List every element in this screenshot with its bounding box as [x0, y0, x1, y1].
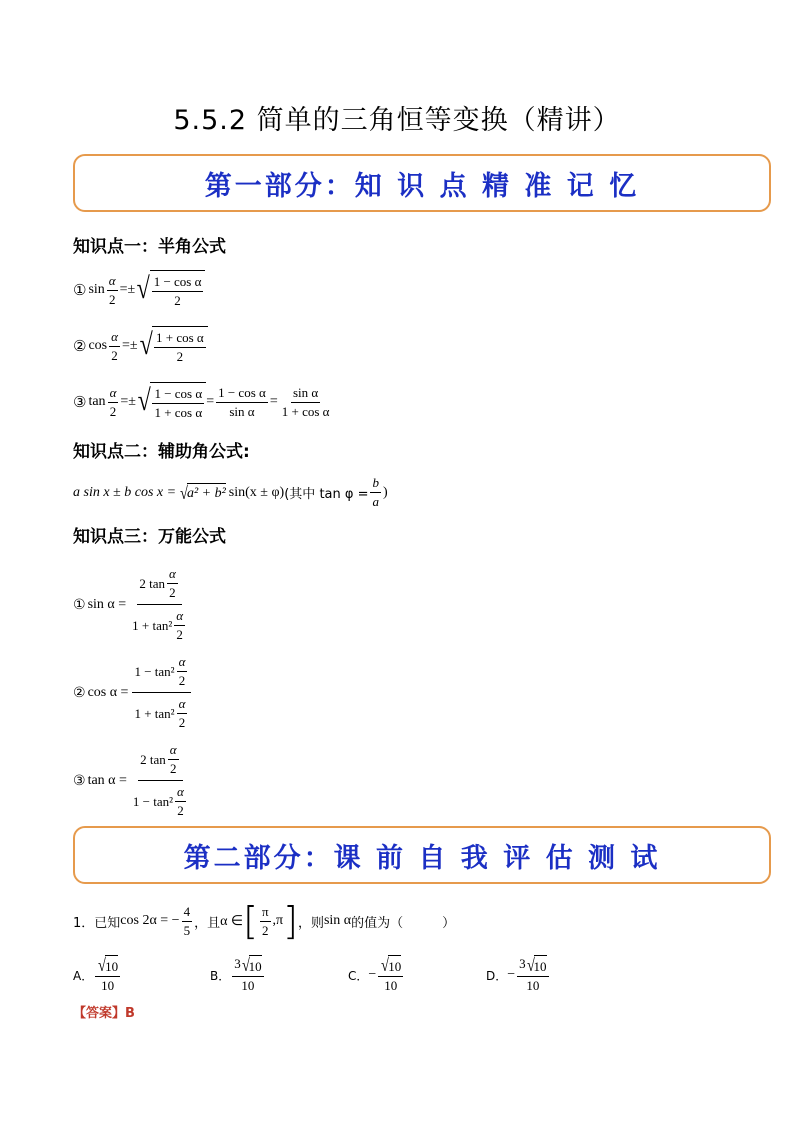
answer-line [73, 1002, 135, 1021]
knowledge-point-heading-2: 知识点二：辅助角公式: [73, 442, 250, 462]
question-1: 1．已知 cos 2α = − $\frac{4}{5}$ ，且 α ∈ [ $\frac{\pi}{2}$ ,π ] ，则 sin α 的值为（ ） [73, 899, 456, 943]
formula-universal-cos: ② cos α = 1 − tan² $\frac{\alpha}{2}$ 1 + tan² $\frac{\alpha}{2}$ [73, 653, 193, 732]
knowledge-point-heading-1: 知识点一：半角公式 [73, 237, 226, 257]
knowledge-point-heading-3: 知识点三：万能公式 [73, 527, 226, 547]
formula-universal-tan: ③ tan α = 2 tan $\frac{\alpha}{2}$ 1 − tan² $\frac{\alpha}{2}$ [73, 742, 184, 818]
answer-label: 【答案】 [73, 1006, 126, 1021]
section-header-1 [73, 154, 771, 212]
page-title: 5.5.2 简单的三角恒等变换（精讲） [173, 105, 621, 136]
formula-half-angle-tan: ③ tan $\frac{\alpha}{2}$ = ± √ $\frac{\text{1 − cos α}}{\text{1 + cos α}}$ = $\frac{\text{1 − cos α}}{\text{sin α}}$ = $\frac{\text{sin α}}{\text{1 + cos α}}$ [73, 384, 330, 420]
option-c[interactable]: C． − √ 10 10 [348, 955, 402, 993]
option-b[interactable]: B． 3 √ 10 10 [210, 955, 262, 993]
section-header-2 [73, 826, 771, 884]
section-label: 第二部分：课 前 自 我 评 估 测 试 [183, 842, 661, 874]
section-label: 第一部分：知 识 点 精 准 记 忆 [204, 170, 640, 202]
answer-value: B [125, 1006, 135, 1021]
option-d[interactable]: D． − 3 √ 10 10 [486, 955, 547, 993]
formula-auxiliary-angle: a sin x ± b cos x = √ a² + b² sin(x ± φ) (其中 tan φ = $\frac{b}{a}$ ) [73, 475, 388, 509]
option-a[interactable]: A． √ 10 10 [73, 955, 119, 993]
formula-universal-sin: ① sin α = 2 tan $\frac{\alpha}{2}$ 1 + tan² $\frac{\alpha}{2}$ [73, 566, 184, 642]
formula-half-angle-sin: ① sin $\frac{\alpha}{2}$ = ± √ $\frac{\text{1 − cos α}}{2}$ [73, 270, 205, 310]
formula-half-angle-cos: ② cos $\frac{\alpha}{2}$ = ± √ $\frac{\text{1 + cos α}}{2}$ [73, 326, 208, 366]
